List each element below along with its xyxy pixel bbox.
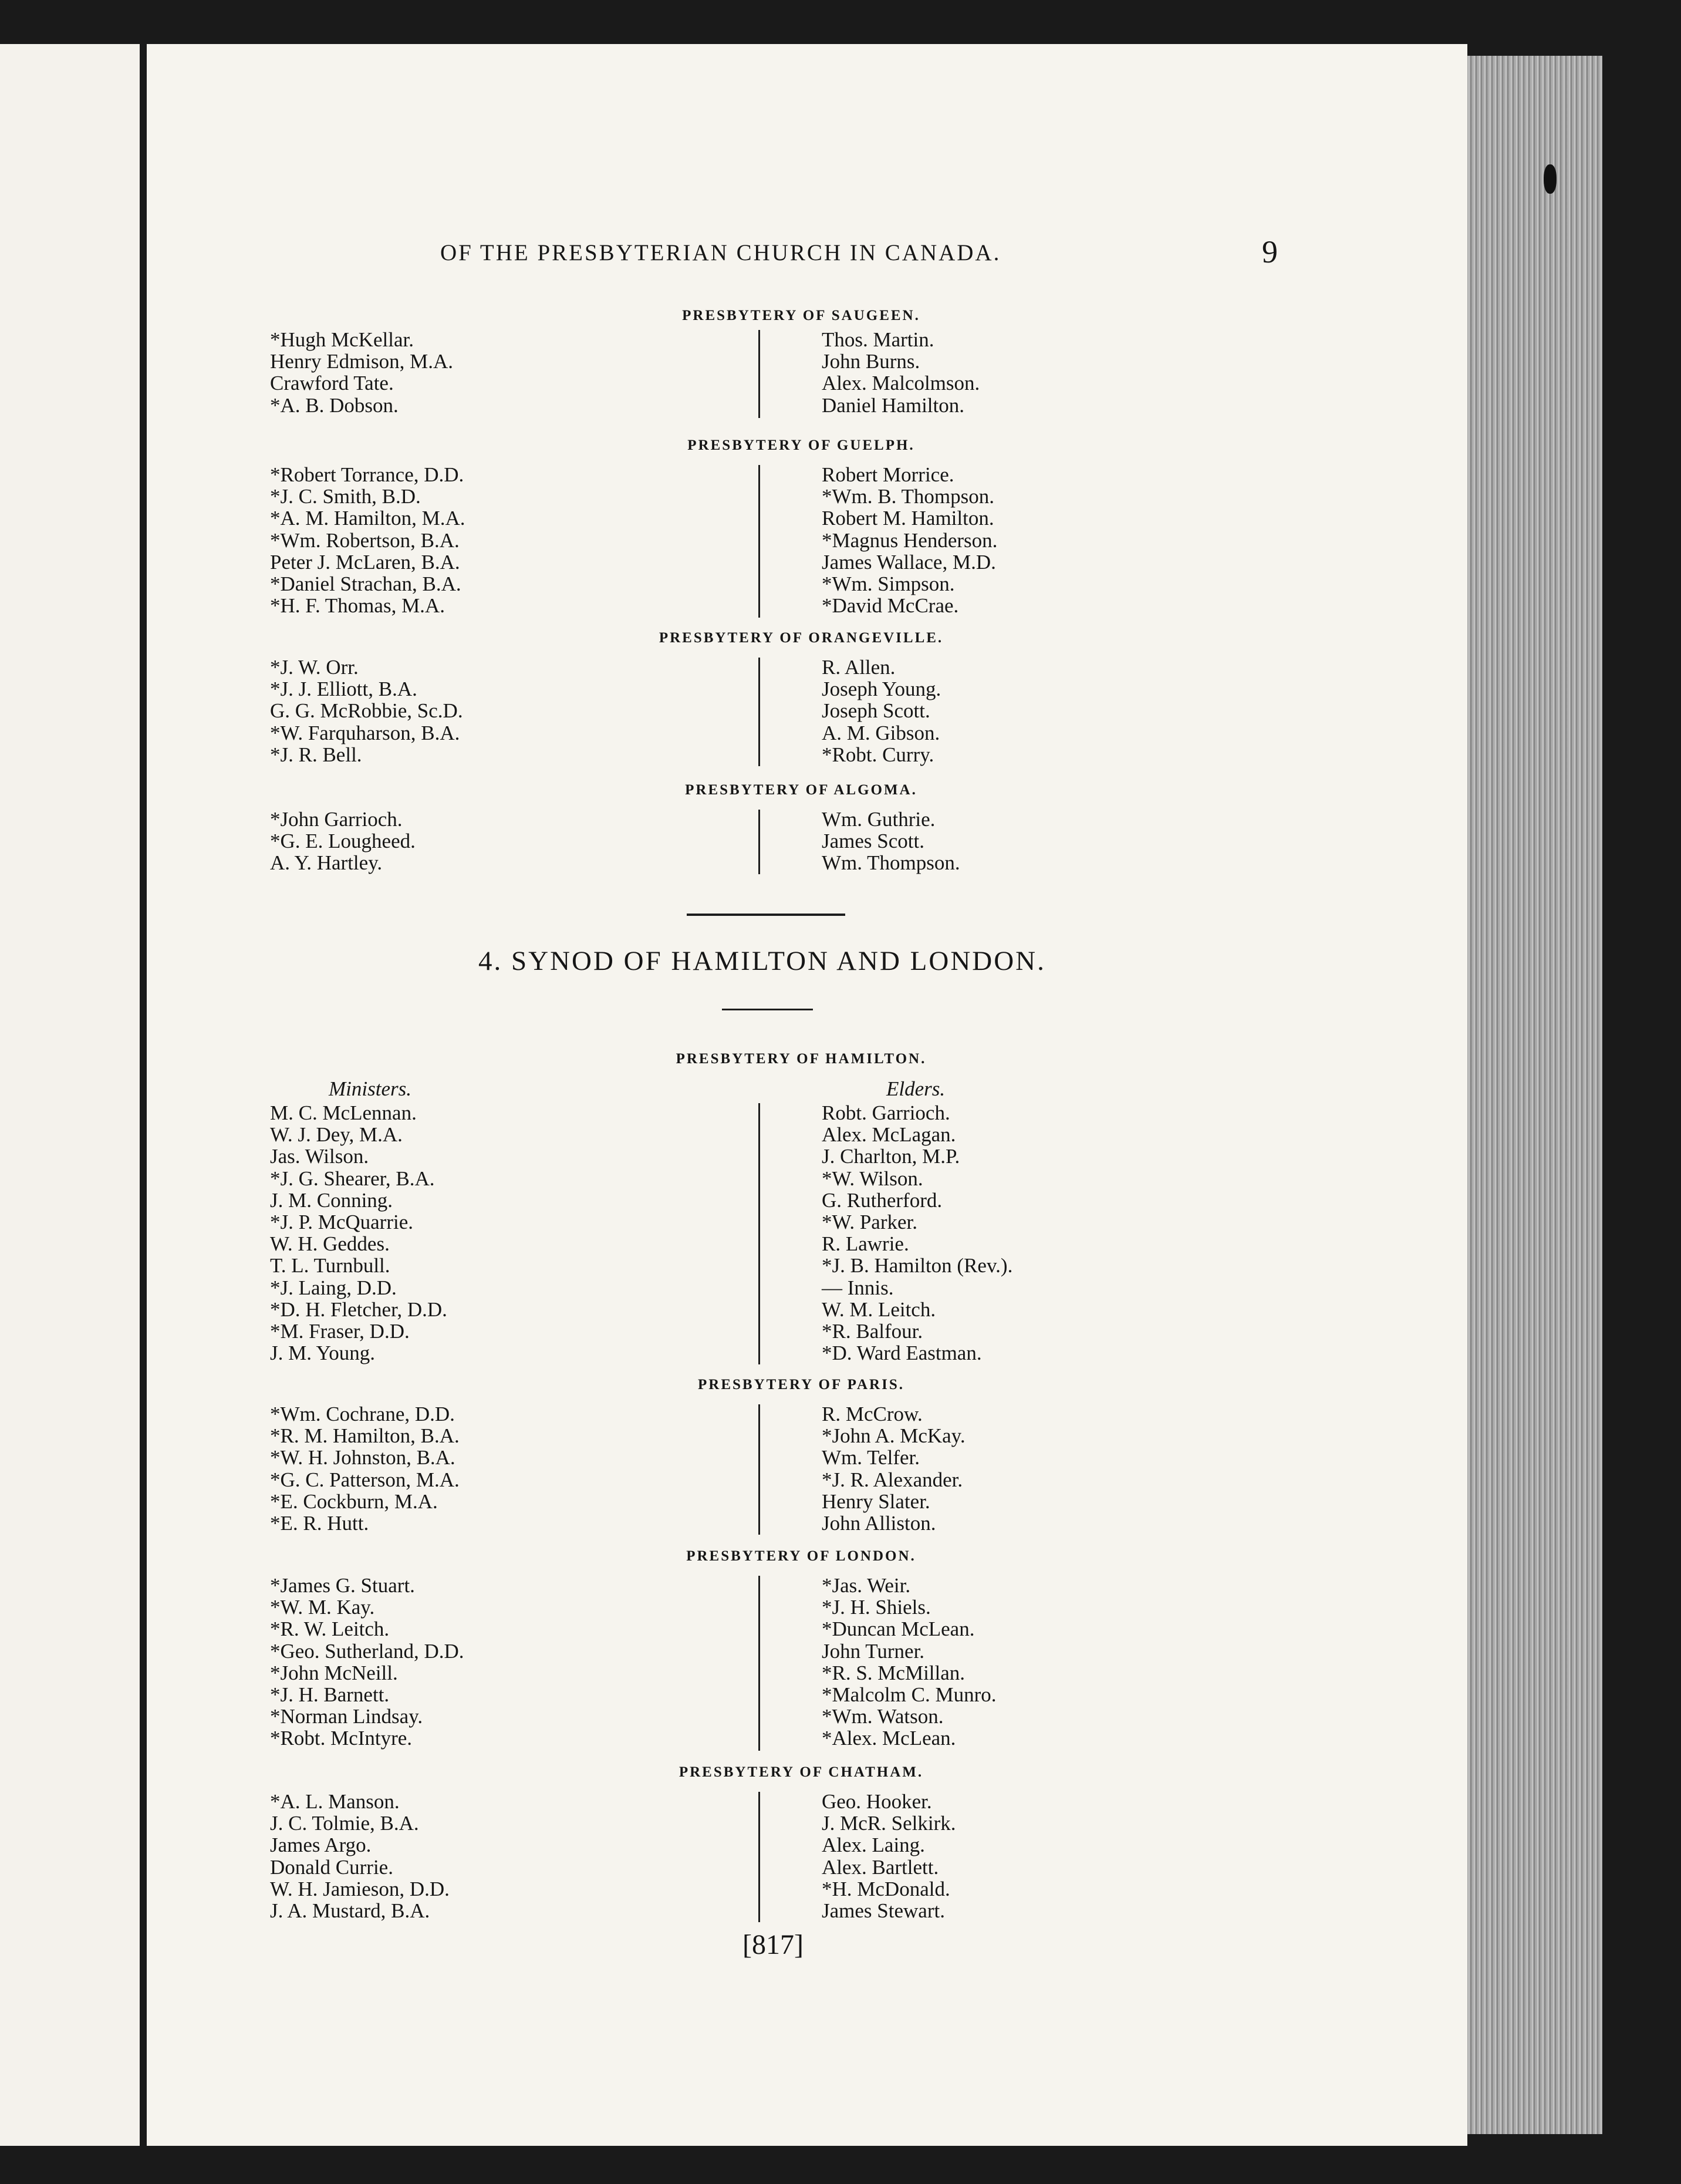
minister-entry: M. C. McLennan. — [270, 1101, 417, 1124]
presbytery-heading-chatham: PRESBYTERY OF CHATHAM. — [679, 1764, 924, 1780]
minister-entry: *W. Farquharson, B.A. — [270, 721, 460, 744]
elder-entry: R. McCrow. — [822, 1403, 923, 1425]
elder-entry: Alex. Bartlett. — [822, 1855, 939, 1879]
minister-entry: *D. H. Fletcher, D.D. — [270, 1297, 447, 1321]
elder-entry: *R. S. McMillan. — [822, 1661, 966, 1684]
title-underline — [722, 1009, 813, 1010]
minister-entry: *Daniel Strachan, B.A. — [270, 572, 461, 595]
elder-entry: *H. McDonald. — [822, 1877, 950, 1900]
elder-entry: *D. Ward Eastman. — [822, 1342, 982, 1365]
minister-entry: *Robt. McIntyre. — [270, 1727, 413, 1750]
column-divider — [758, 1103, 760, 1364]
elder-entry: J. McR. Selkirk. — [822, 1812, 956, 1835]
elder-entry: — Innis. — [822, 1276, 894, 1299]
elder-entry: *Wm. Watson. — [822, 1705, 944, 1728]
elder-entry: *Robt. Curry. — [822, 743, 934, 766]
minister-entry: *A. M. Hamilton, M.A. — [270, 507, 465, 530]
elder-entry: *Alex. McLean. — [822, 1727, 956, 1750]
minister-entry: Donald Currie. — [270, 1855, 393, 1879]
presbytery-heading-london: PRESBYTERY OF LONDON. — [686, 1548, 916, 1564]
elder-entry: *J. R. Alexander. — [822, 1468, 963, 1491]
ministers-list — [270, 1403, 460, 1534]
elders-list — [822, 1575, 996, 1750]
minister-entry: *E. Cockburn, M.A. — [270, 1489, 438, 1513]
minister-entry: J. M. Conning. — [270, 1188, 393, 1212]
elder-entry: *Jas. Weir. — [822, 1574, 911, 1597]
elder-entry: Joseph Young. — [822, 678, 941, 701]
elders-list — [822, 656, 941, 766]
presbytery-heading-hamilton: PRESBYTERY OF HAMILTON. — [676, 1051, 927, 1067]
minister-entry: *Hugh McKellar. — [270, 328, 414, 351]
elder-entry: *Magnus Henderson. — [822, 528, 998, 552]
minister-entry: J. M. Young. — [270, 1342, 375, 1365]
elder-entry: W. M. Leitch. — [822, 1297, 936, 1321]
column-divider — [758, 1404, 760, 1535]
minister-entry: *G. E. Lougheed. — [270, 830, 416, 853]
elder-entry: Robt. Garrioch. — [822, 1101, 950, 1124]
minister-entry: G. G. McRobbie, Sc.D. — [270, 699, 463, 723]
section-separator-rule — [687, 914, 845, 916]
column-divider — [758, 658, 760, 766]
elder-entry: *Wm. B. Thompson. — [822, 485, 994, 508]
elders-list — [822, 808, 960, 874]
minister-entry: *Norman Lindsay. — [270, 1705, 423, 1728]
ministers-list — [270, 808, 416, 874]
minister-entry: *John Garrioch. — [270, 808, 403, 831]
elder-entry: John Alliston. — [822, 1511, 936, 1535]
minister-entry: J. C. Tolmie, B.A. — [270, 1812, 419, 1835]
minister-entry: *J. H. Barnett. — [270, 1683, 390, 1706]
elder-entry: J. Charlton, M.P. — [822, 1145, 960, 1168]
elder-entry: R. Lawrie. — [822, 1232, 909, 1256]
elder-entry: *W. Parker. — [822, 1210, 917, 1233]
minister-entry: W. J. Dey, M.A. — [270, 1123, 403, 1147]
minister-entry: *H. F. Thomas, M.A. — [270, 594, 445, 618]
elder-entry: John Turner. — [822, 1639, 925, 1663]
presbytery-heading-saugeen: PRESBYTERY OF SAUGEEN. — [682, 308, 920, 323]
elder-entry: Joseph Scott. — [822, 699, 930, 723]
presbytery-heading-guelph: PRESBYTERY OF GUELPH. — [687, 437, 915, 453]
elder-entry: *J. H. Shiels. — [822, 1596, 931, 1619]
minister-entry: *E. R. Hutt. — [270, 1511, 369, 1535]
minister-entry: *J. R. Bell. — [270, 743, 362, 766]
column-divider — [758, 810, 760, 874]
elder-entry: *R. Balfour. — [822, 1319, 923, 1343]
elder-entry: *Duncan McLean. — [822, 1617, 975, 1641]
minister-entry: *Geo. Sutherland, D.D. — [270, 1639, 464, 1663]
elder-entry: G. Rutherford. — [822, 1188, 943, 1212]
original-page-number: [817] — [742, 1929, 804, 1960]
elder-entry: Wm. Thompson. — [822, 851, 960, 875]
minister-entry: J. A. Mustard, B.A. — [270, 1899, 430, 1922]
minister-entry: *G. C. Patterson, M.A. — [270, 1468, 460, 1491]
minister-entry: *J. J. Elliott, B.A. — [270, 678, 417, 701]
elder-entry: Robert M. Hamilton. — [822, 507, 994, 530]
minister-entry: *J. P. McQuarrie. — [270, 1210, 413, 1233]
minister-entry: *W. M. Kay. — [270, 1596, 375, 1619]
facing-page-edge — [0, 44, 140, 2146]
elder-entry: *J. B. Hamilton (Rev.). — [822, 1254, 1013, 1278]
minister-entry: *J. G. Shearer, B.A. — [270, 1167, 435, 1190]
ministers-list — [270, 464, 465, 616]
elder-entry: James Wallace, M.D. — [822, 550, 996, 574]
elder-entry: Wm. Telfer. — [822, 1446, 920, 1470]
elder-entry: R. Allen. — [822, 656, 896, 679]
elders-list — [822, 1791, 956, 1922]
minister-entry: *J. C. Smith, B.D. — [270, 485, 421, 508]
elder-entry: Alex. Laing. — [822, 1834, 925, 1857]
elders-list — [822, 329, 980, 416]
elders-list — [822, 1403, 966, 1534]
minister-entry: *Robert Torrance, D.D. — [270, 463, 464, 486]
elder-entry: *David McCrae. — [822, 594, 959, 618]
minister-entry: James Argo. — [270, 1834, 372, 1857]
elder-entry: *W. Wilson. — [822, 1167, 923, 1190]
elder-entry: James Stewart. — [822, 1899, 945, 1922]
column-divider — [758, 465, 760, 618]
minister-entry: T. L. Turnbull. — [270, 1254, 390, 1278]
elder-entry: *Wm. Simpson. — [822, 572, 955, 595]
minister-entry: *J. Laing, D.D. — [270, 1276, 397, 1299]
ministers-list — [270, 1575, 464, 1750]
elder-entry: A. M. Gibson. — [822, 721, 940, 744]
elder-entry: Thos. Martin. — [822, 328, 934, 351]
ministers-list — [270, 1791, 450, 1922]
elder-entry: Henry Slater. — [822, 1489, 930, 1513]
elder-entry: Geo. Hooker. — [822, 1790, 932, 1813]
elder-entry: James Scott. — [822, 830, 924, 853]
minister-entry: *W. H. Johnston, B.A. — [270, 1446, 455, 1470]
running-header: OF THE PRESBYTERIAN CHURCH IN CANADA. — [440, 240, 1001, 265]
elders-list — [822, 464, 997, 616]
elder-entry: Daniel Hamilton. — [822, 393, 965, 417]
minister-entry: W. H. Jamieson, D.D. — [270, 1877, 450, 1900]
elder-entry: Wm. Guthrie. — [822, 808, 936, 831]
ministers-column-heading: Ministers. — [329, 1077, 411, 1100]
elder-entry: Alex. Malcolmson. — [822, 372, 980, 395]
minister-entry: W. H. Geddes. — [270, 1232, 390, 1256]
page-number: 9 — [1262, 234, 1278, 269]
minister-entry: *James G. Stuart. — [270, 1574, 415, 1597]
presbytery-heading-orangeville: PRESBYTERY OF ORANGEVILLE. — [659, 630, 944, 646]
elder-entry: Alex. McLagan. — [822, 1123, 956, 1147]
minister-entry: A. Y. Hartley. — [270, 851, 383, 875]
minister-entry: Peter J. McLaren, B.A. — [270, 550, 460, 574]
elder-entry: Robert Morrice. — [822, 463, 954, 486]
column-divider — [758, 330, 760, 418]
minister-entry: *R. M. Hamilton, B.A. — [270, 1424, 460, 1448]
minister-entry: Henry Edmison, M.A. — [270, 350, 454, 373]
minister-entry: *J. W. Orr. — [270, 656, 359, 679]
ink-blot — [1544, 164, 1557, 194]
elder-entry: John Burns. — [822, 350, 920, 373]
minister-entry: *A. L. Manson. — [270, 1790, 400, 1813]
minister-entry: *John McNeill. — [270, 1661, 398, 1684]
minister-entry: Jas. Wilson. — [270, 1145, 369, 1168]
column-divider — [758, 1792, 760, 1922]
presbytery-heading-paris: PRESBYTERY OF PARIS. — [698, 1377, 904, 1393]
presbytery-heading-algoma: PRESBYTERY OF ALGOMA. — [685, 782, 917, 798]
minister-entry: *Wm. Robertson, B.A. — [270, 528, 460, 552]
ministers-list — [270, 329, 453, 416]
elders-column-heading: Elders. — [886, 1077, 946, 1100]
elders-list — [822, 1102, 1012, 1364]
elder-entry: *Malcolm C. Munro. — [822, 1683, 997, 1706]
synod-title: 4. SYNOD OF HAMILTON AND LONDON. — [478, 946, 1046, 976]
minister-entry: *R. W. Leitch. — [270, 1617, 390, 1641]
minister-entry: *M. Fraser, D.D. — [270, 1319, 410, 1343]
column-divider — [758, 1576, 760, 1751]
minister-entry: *A. B. Dobson. — [270, 393, 399, 417]
ministers-list — [270, 1102, 447, 1364]
page-stack-edges — [1467, 56, 1602, 2134]
minister-entry: Crawford Tate. — [270, 372, 394, 395]
elder-entry: *John A. McKay. — [822, 1424, 966, 1448]
ministers-list — [270, 656, 463, 766]
minister-entry: *Wm. Cochrane, D.D. — [270, 1403, 455, 1425]
